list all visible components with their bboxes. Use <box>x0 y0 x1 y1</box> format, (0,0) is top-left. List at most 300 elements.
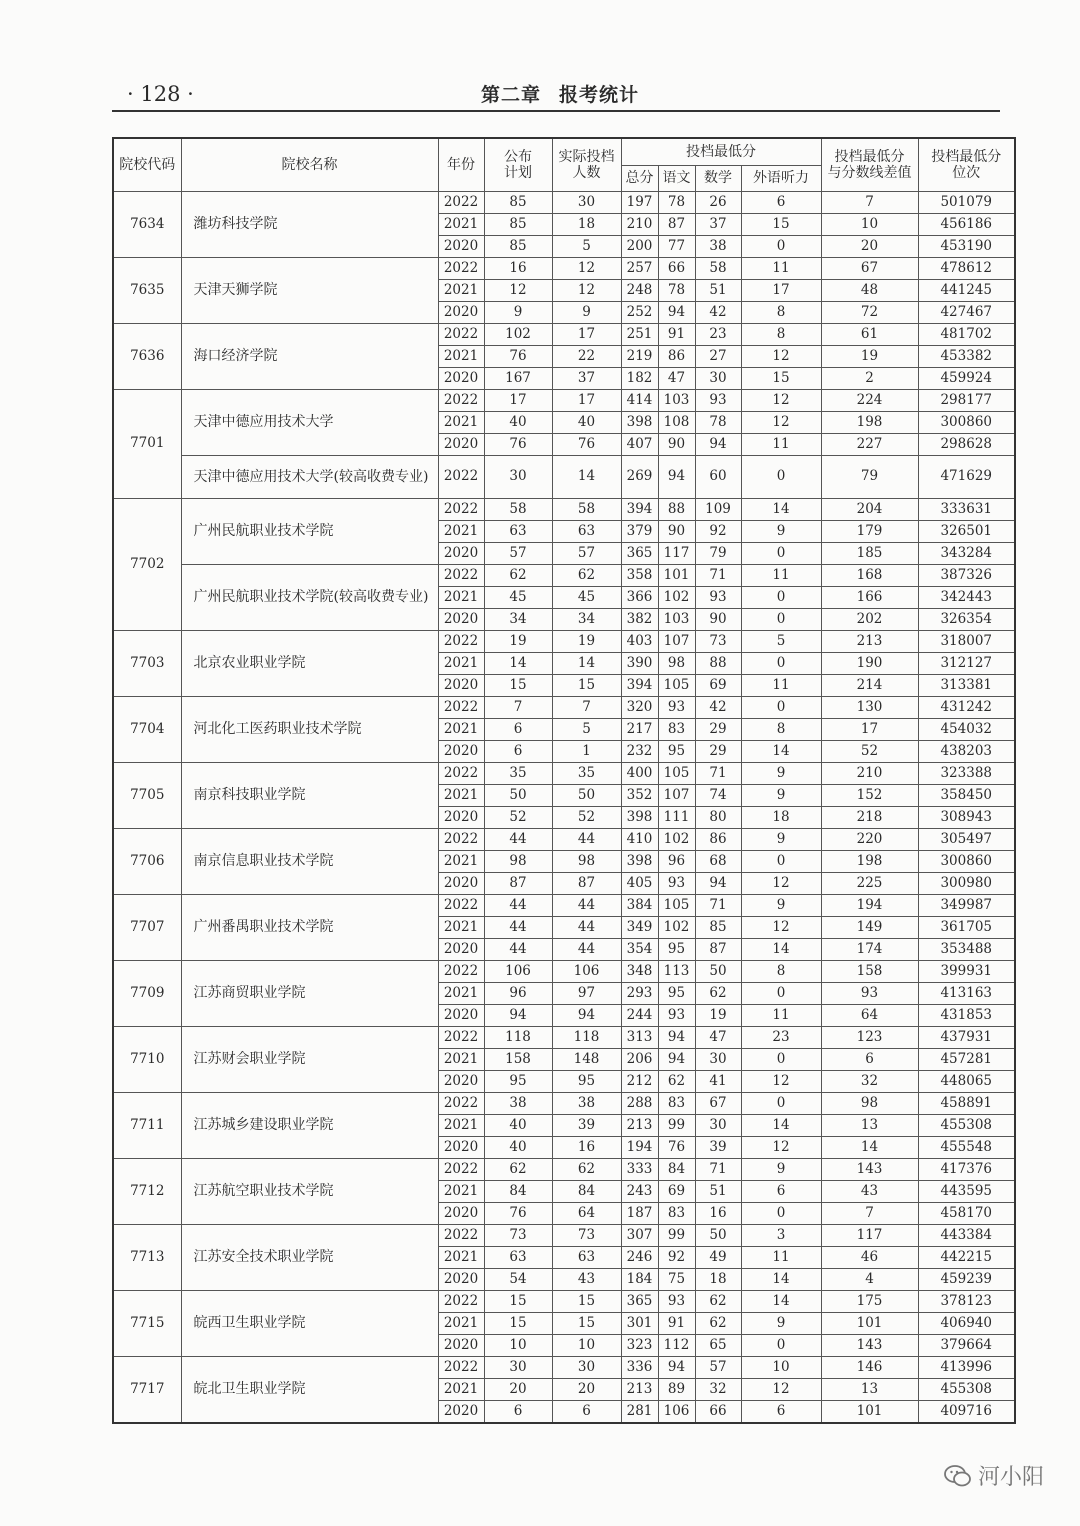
cell-year: 2022 <box>438 1159 484 1181</box>
cell-rank: 453382 <box>918 346 1015 368</box>
cell-plan: 40 <box>484 412 552 434</box>
cell-math: 38 <box>695 236 741 258</box>
cell-diff: 61 <box>821 324 918 346</box>
cell-rank: 305497 <box>918 829 1015 851</box>
cell-diff: 146 <box>821 1357 918 1379</box>
cell-rank: 349987 <box>918 895 1015 917</box>
cell-plan: 17 <box>484 390 552 412</box>
cell-foreign: 9 <box>741 521 821 543</box>
cell-total: 398 <box>621 412 658 434</box>
school-name: 河北化工医药职业技术学院 <box>181 697 438 763</box>
cell-foreign: 8 <box>741 302 821 324</box>
school-code: 7702 <box>113 499 181 631</box>
cell-plan: 63 <box>484 1247 552 1269</box>
cell-total: 349 <box>621 917 658 939</box>
cell-total: 206 <box>621 1049 658 1071</box>
school-code: 7712 <box>113 1159 181 1225</box>
cell-actual: 30 <box>552 192 621 214</box>
table-row <box>113 829 1015 851</box>
cell-total: 194 <box>621 1137 658 1159</box>
cell-total: 400 <box>621 763 658 785</box>
cell-rank: 413163 <box>918 983 1015 1005</box>
cell-chinese: 94 <box>658 302 695 324</box>
cell-year: 2022 <box>438 456 484 499</box>
cell-math: 93 <box>695 587 741 609</box>
table-row <box>113 763 1015 785</box>
cell-diff: 143 <box>821 1159 918 1181</box>
cell-total: 336 <box>621 1357 658 1379</box>
school-name: 天津天狮学院 <box>181 258 438 324</box>
cell-math: 27 <box>695 346 741 368</box>
cell-actual: 34 <box>552 609 621 631</box>
cell-math: 50 <box>695 1225 741 1247</box>
cell-diff: 46 <box>821 1247 918 1269</box>
cell-math: 71 <box>695 895 741 917</box>
cell-year: 2022 <box>438 829 484 851</box>
cell-chinese: 75 <box>658 1269 695 1291</box>
school-name: 江苏财会职业学院 <box>181 1027 438 1093</box>
cell-actual: 44 <box>552 917 621 939</box>
cell-foreign: 14 <box>741 1115 821 1137</box>
cell-chinese: 99 <box>658 1115 695 1137</box>
cell-rank: 456186 <box>918 214 1015 236</box>
cell-chinese: 94 <box>658 456 695 499</box>
cell-chinese: 95 <box>658 983 695 1005</box>
cell-rank: 313381 <box>918 675 1015 697</box>
cell-chinese: 78 <box>658 192 695 214</box>
cell-plan: 6 <box>484 719 552 741</box>
cell-total: 366 <box>621 587 658 609</box>
cell-math: 49 <box>695 1247 741 1269</box>
cell-rank: 431853 <box>918 1005 1015 1027</box>
cell-actual: 17 <box>552 390 621 412</box>
col-actual: 实际投档 人数 <box>552 138 621 192</box>
cell-actual: 6 <box>552 1401 621 1424</box>
cell-foreign: 12 <box>741 346 821 368</box>
cell-rank: 326501 <box>918 521 1015 543</box>
cell-year: 2022 <box>438 631 484 653</box>
table-row <box>113 961 1015 983</box>
cell-math: 93 <box>695 390 741 412</box>
cell-diff: 224 <box>821 390 918 412</box>
cell-actual: 57 <box>552 543 621 565</box>
cell-actual: 10 <box>552 1335 621 1357</box>
cell-math: 69 <box>695 675 741 697</box>
cell-chinese: 89 <box>658 1379 695 1401</box>
cell-actual: 22 <box>552 346 621 368</box>
cell-plan: 38 <box>484 1093 552 1115</box>
col-name: 院校名称 <box>181 138 438 192</box>
cell-plan: 15 <box>484 1313 552 1335</box>
cell-rank: 458170 <box>918 1203 1015 1225</box>
cell-year: 2021 <box>438 917 484 939</box>
cell-math: 65 <box>695 1335 741 1357</box>
cell-total: 358 <box>621 565 658 587</box>
cell-diff: 32 <box>821 1071 918 1093</box>
cell-plan: 54 <box>484 1269 552 1291</box>
cell-plan: 30 <box>484 1357 552 1379</box>
school-code: 7636 <box>113 324 181 390</box>
cell-plan: 58 <box>484 499 552 521</box>
cell-plan: 85 <box>484 214 552 236</box>
cell-foreign: 0 <box>741 697 821 719</box>
cell-foreign: 14 <box>741 939 821 961</box>
cell-foreign: 0 <box>741 1203 821 1225</box>
cell-chinese: 108 <box>658 412 695 434</box>
cell-total: 398 <box>621 851 658 873</box>
cell-rank: 413996 <box>918 1357 1015 1379</box>
cell-math: 37 <box>695 214 741 236</box>
cell-math: 32 <box>695 1379 741 1401</box>
cell-diff: 14 <box>821 1137 918 1159</box>
cell-chinese: 117 <box>658 543 695 565</box>
cell-actual: 18 <box>552 214 621 236</box>
cell-actual: 43 <box>552 1269 621 1291</box>
cell-plan: 57 <box>484 543 552 565</box>
page-number: · 128 · <box>127 82 194 106</box>
cell-foreign: 11 <box>741 565 821 587</box>
cell-diff: 158 <box>821 961 918 983</box>
cell-year: 2020 <box>438 543 484 565</box>
col-math: 数学 <box>695 166 741 192</box>
cell-rank: 441245 <box>918 280 1015 302</box>
cell-chinese: 92 <box>658 1247 695 1269</box>
cell-plan: 62 <box>484 565 552 587</box>
cell-plan: 6 <box>484 1401 552 1424</box>
cell-year: 2021 <box>438 1379 484 1401</box>
cell-rank: 379664 <box>918 1335 1015 1357</box>
table-row <box>113 499 1015 521</box>
cell-diff: 117 <box>821 1225 918 1247</box>
cell-chinese: 88 <box>658 499 695 521</box>
cell-chinese: 78 <box>658 280 695 302</box>
cell-year: 2021 <box>438 214 484 236</box>
cell-chinese: 102 <box>658 829 695 851</box>
cell-year: 2021 <box>438 521 484 543</box>
cell-actual: 98 <box>552 851 621 873</box>
cell-math: 42 <box>695 302 741 324</box>
col-chinese: 语文 <box>658 166 695 192</box>
cell-actual: 38 <box>552 1093 621 1115</box>
chapter-heading <box>481 80 639 107</box>
cell-foreign: 0 <box>741 1049 821 1071</box>
cell-plan: 30 <box>484 456 552 499</box>
cell-total: 219 <box>621 346 658 368</box>
cell-math: 57 <box>695 1357 741 1379</box>
cell-actual: 94 <box>552 1005 621 1027</box>
cell-rank: 353488 <box>918 939 1015 961</box>
cell-diff: 79 <box>821 456 918 499</box>
school-code: 7715 <box>113 1291 181 1357</box>
cell-diff: 190 <box>821 653 918 675</box>
cell-year: 2022 <box>438 961 484 983</box>
cell-plan: 44 <box>484 939 552 961</box>
cell-rank: 443384 <box>918 1225 1015 1247</box>
watermark <box>944 1460 1044 1491</box>
cell-diff: 17 <box>821 719 918 741</box>
school-code: 7710 <box>113 1027 181 1093</box>
school-name: 江苏安全技术职业学院 <box>181 1225 438 1291</box>
cell-chinese: 103 <box>658 609 695 631</box>
cell-actual: 148 <box>552 1049 621 1071</box>
cell-diff: 174 <box>821 939 918 961</box>
cell-year: 2021 <box>438 1181 484 1203</box>
cell-rank: 406940 <box>918 1313 1015 1335</box>
cell-foreign: 8 <box>741 961 821 983</box>
cell-rank: 342443 <box>918 587 1015 609</box>
cell-plan: 10 <box>484 1335 552 1357</box>
cell-math: 88 <box>695 653 741 675</box>
cell-plan: 98 <box>484 851 552 873</box>
cell-year: 2021 <box>438 785 484 807</box>
cell-rank: 343284 <box>918 543 1015 565</box>
cell-plan: 15 <box>484 675 552 697</box>
cell-diff: 198 <box>821 851 918 873</box>
cell-math: 62 <box>695 983 741 1005</box>
cell-total: 200 <box>621 236 658 258</box>
cell-foreign: 9 <box>741 785 821 807</box>
cell-actual: 63 <box>552 521 621 543</box>
cell-total: 217 <box>621 719 658 741</box>
cell-foreign: 0 <box>741 1335 821 1357</box>
school-code: 7709 <box>113 961 181 1027</box>
cell-plan: 63 <box>484 521 552 543</box>
cell-rank: 326354 <box>918 609 1015 631</box>
cell-diff: 4 <box>821 1269 918 1291</box>
cell-total: 320 <box>621 697 658 719</box>
cell-plan: 40 <box>484 1115 552 1137</box>
cell-plan: 35 <box>484 763 552 785</box>
col-foreign: 外语听力 <box>741 166 821 192</box>
cell-actual: 97 <box>552 983 621 1005</box>
cell-chinese: 91 <box>658 1313 695 1335</box>
cell-actual: 5 <box>552 719 621 741</box>
cell-chinese: 84 <box>658 1159 695 1181</box>
cell-foreign: 11 <box>741 434 821 456</box>
cell-total: 197 <box>621 192 658 214</box>
cell-rank: 478612 <box>918 258 1015 280</box>
cell-year: 2021 <box>438 412 484 434</box>
school-code: 7713 <box>113 1225 181 1291</box>
cell-rank: 455548 <box>918 1137 1015 1159</box>
cell-foreign: 15 <box>741 368 821 390</box>
cell-year: 2020 <box>438 236 484 258</box>
cell-plan: 12 <box>484 280 552 302</box>
cell-year: 2020 <box>438 807 484 829</box>
cell-diff: 6 <box>821 1049 918 1071</box>
cell-rank: 457281 <box>918 1049 1015 1071</box>
cell-total: 257 <box>621 258 658 280</box>
school-name: 南京信息职业技术学院 <box>181 829 438 895</box>
cell-plan: 20 <box>484 1379 552 1401</box>
chapter-number: 第二章 <box>481 84 542 106</box>
cell-math: 87 <box>695 939 741 961</box>
cell-total: 244 <box>621 1005 658 1027</box>
cell-rank: 459924 <box>918 368 1015 390</box>
cell-rank: 455308 <box>918 1379 1015 1401</box>
cell-year: 2021 <box>438 1247 484 1269</box>
cell-diff: 19 <box>821 346 918 368</box>
cell-diff: 7 <box>821 192 918 214</box>
cell-actual: 12 <box>552 280 621 302</box>
school-name: 南京科技职业学院 <box>181 763 438 829</box>
cell-actual: 1 <box>552 741 621 763</box>
cell-actual: 14 <box>552 653 621 675</box>
col-diff: 投档最低分 与分数线差值 <box>821 138 918 192</box>
table-body <box>113 192 1015 1424</box>
school-name: 天津中德应用技术大学(较高收费专业) <box>181 456 438 499</box>
cell-actual: 20 <box>552 1379 621 1401</box>
cell-plan: 40 <box>484 1137 552 1159</box>
table-row <box>113 1225 1015 1247</box>
cell-actual: 12 <box>552 258 621 280</box>
cell-total: 313 <box>621 1027 658 1049</box>
cell-actual: 118 <box>552 1027 621 1049</box>
school-name: 广州民航职业技术学院(较高收费专业) <box>181 565 438 631</box>
cell-plan: 16 <box>484 258 552 280</box>
cell-diff: 168 <box>821 565 918 587</box>
cell-chinese: 107 <box>658 785 695 807</box>
cell-plan: 84 <box>484 1181 552 1203</box>
cell-total: 348 <box>621 961 658 983</box>
cell-plan: 52 <box>484 807 552 829</box>
cell-year: 2021 <box>438 1049 484 1071</box>
table-row <box>113 390 1015 412</box>
cell-diff: 149 <box>821 917 918 939</box>
cell-foreign: 12 <box>741 873 821 895</box>
cell-rank: 454032 <box>918 719 1015 741</box>
cell-chinese: 90 <box>658 434 695 456</box>
cell-total: 410 <box>621 829 658 851</box>
cell-math: 80 <box>695 807 741 829</box>
table-row <box>113 456 1015 499</box>
cell-math: 51 <box>695 1181 741 1203</box>
cell-rank: 333631 <box>918 499 1015 521</box>
cell-foreign: 0 <box>741 983 821 1005</box>
cell-diff: 175 <box>821 1291 918 1313</box>
cell-actual: 76 <box>552 434 621 456</box>
cell-total: 354 <box>621 939 658 961</box>
col-total: 总分 <box>621 166 658 192</box>
cell-diff: 214 <box>821 675 918 697</box>
cell-plan: 102 <box>484 324 552 346</box>
cell-diff: 220 <box>821 829 918 851</box>
cell-math: 30 <box>695 1115 741 1137</box>
cell-chinese: 105 <box>658 675 695 697</box>
cell-plan: 50 <box>484 785 552 807</box>
cell-foreign: 17 <box>741 280 821 302</box>
school-code: 7717 <box>113 1357 181 1424</box>
cell-diff: 225 <box>821 873 918 895</box>
cell-total: 301 <box>621 1313 658 1335</box>
table-row <box>113 895 1015 917</box>
cell-chinese: 95 <box>658 741 695 763</box>
table-row <box>113 1093 1015 1115</box>
cell-total: 213 <box>621 1379 658 1401</box>
cell-chinese: 47 <box>658 368 695 390</box>
watermark-text: 河小阳 <box>977 1465 1044 1490</box>
cell-rank: 438203 <box>918 741 1015 763</box>
cell-math: 67 <box>695 1093 741 1115</box>
cell-foreign: 9 <box>741 1313 821 1335</box>
cell-total: 281 <box>621 1401 658 1424</box>
table-row <box>113 1027 1015 1049</box>
cell-plan: 44 <box>484 917 552 939</box>
cell-plan: 76 <box>484 1203 552 1225</box>
cell-year: 2020 <box>438 741 484 763</box>
table-row <box>113 631 1015 653</box>
cell-year: 2022 <box>438 192 484 214</box>
cell-total: 246 <box>621 1247 658 1269</box>
cell-actual: 37 <box>552 368 621 390</box>
cell-math: 71 <box>695 565 741 587</box>
cell-math: 26 <box>695 192 741 214</box>
cell-diff: 20 <box>821 236 918 258</box>
cell-math: 79 <box>695 543 741 565</box>
cell-math: 60 <box>695 456 741 499</box>
cell-diff: 227 <box>821 434 918 456</box>
cell-year: 2021 <box>438 280 484 302</box>
school-code: 7634 <box>113 192 181 258</box>
cell-actual: 64 <box>552 1203 621 1225</box>
cell-foreign: 12 <box>741 390 821 412</box>
cell-math: 71 <box>695 763 741 785</box>
cell-plan: 14 <box>484 653 552 675</box>
cell-plan: 73 <box>484 1225 552 1247</box>
school-code: 7701 <box>113 390 181 499</box>
cell-diff: 64 <box>821 1005 918 1027</box>
cell-math: 94 <box>695 434 741 456</box>
col-plan: 公布 计划 <box>484 138 552 192</box>
cell-diff: 93 <box>821 983 918 1005</box>
cell-actual: 44 <box>552 939 621 961</box>
admission-stats-table <box>112 137 1016 1424</box>
cell-math: 29 <box>695 719 741 741</box>
school-name: 皖北卫生职业学院 <box>181 1357 438 1424</box>
cell-math: 42 <box>695 697 741 719</box>
cell-math: 92 <box>695 521 741 543</box>
cell-year: 2021 <box>438 587 484 609</box>
cell-foreign: 6 <box>741 192 821 214</box>
cell-total: 382 <box>621 609 658 631</box>
cell-rank: 300980 <box>918 873 1015 895</box>
cell-chinese: 101 <box>658 565 695 587</box>
cell-total: 407 <box>621 434 658 456</box>
cell-total: 248 <box>621 280 658 302</box>
cell-chinese: 113 <box>658 961 695 983</box>
cell-plan: 85 <box>484 192 552 214</box>
cell-rank: 361705 <box>918 917 1015 939</box>
cell-math: 39 <box>695 1137 741 1159</box>
table-row <box>113 1357 1015 1379</box>
cell-actual: 95 <box>552 1071 621 1093</box>
cell-foreign: 14 <box>741 499 821 521</box>
cell-rank: 448065 <box>918 1071 1015 1093</box>
cell-year: 2021 <box>438 346 484 368</box>
cell-actual: 15 <box>552 1313 621 1335</box>
cell-math: 71 <box>695 1159 741 1181</box>
school-name: 江苏航空职业技术学院 <box>181 1159 438 1225</box>
cell-rank: 442215 <box>918 1247 1015 1269</box>
school-code: 7705 <box>113 763 181 829</box>
cell-year: 2020 <box>438 434 484 456</box>
cell-actual: 5 <box>552 236 621 258</box>
cell-chinese: 91 <box>658 324 695 346</box>
cell-actual: 39 <box>552 1115 621 1137</box>
cell-year: 2022 <box>438 1027 484 1049</box>
cell-rank: 323388 <box>918 763 1015 785</box>
cell-foreign: 6 <box>741 1181 821 1203</box>
